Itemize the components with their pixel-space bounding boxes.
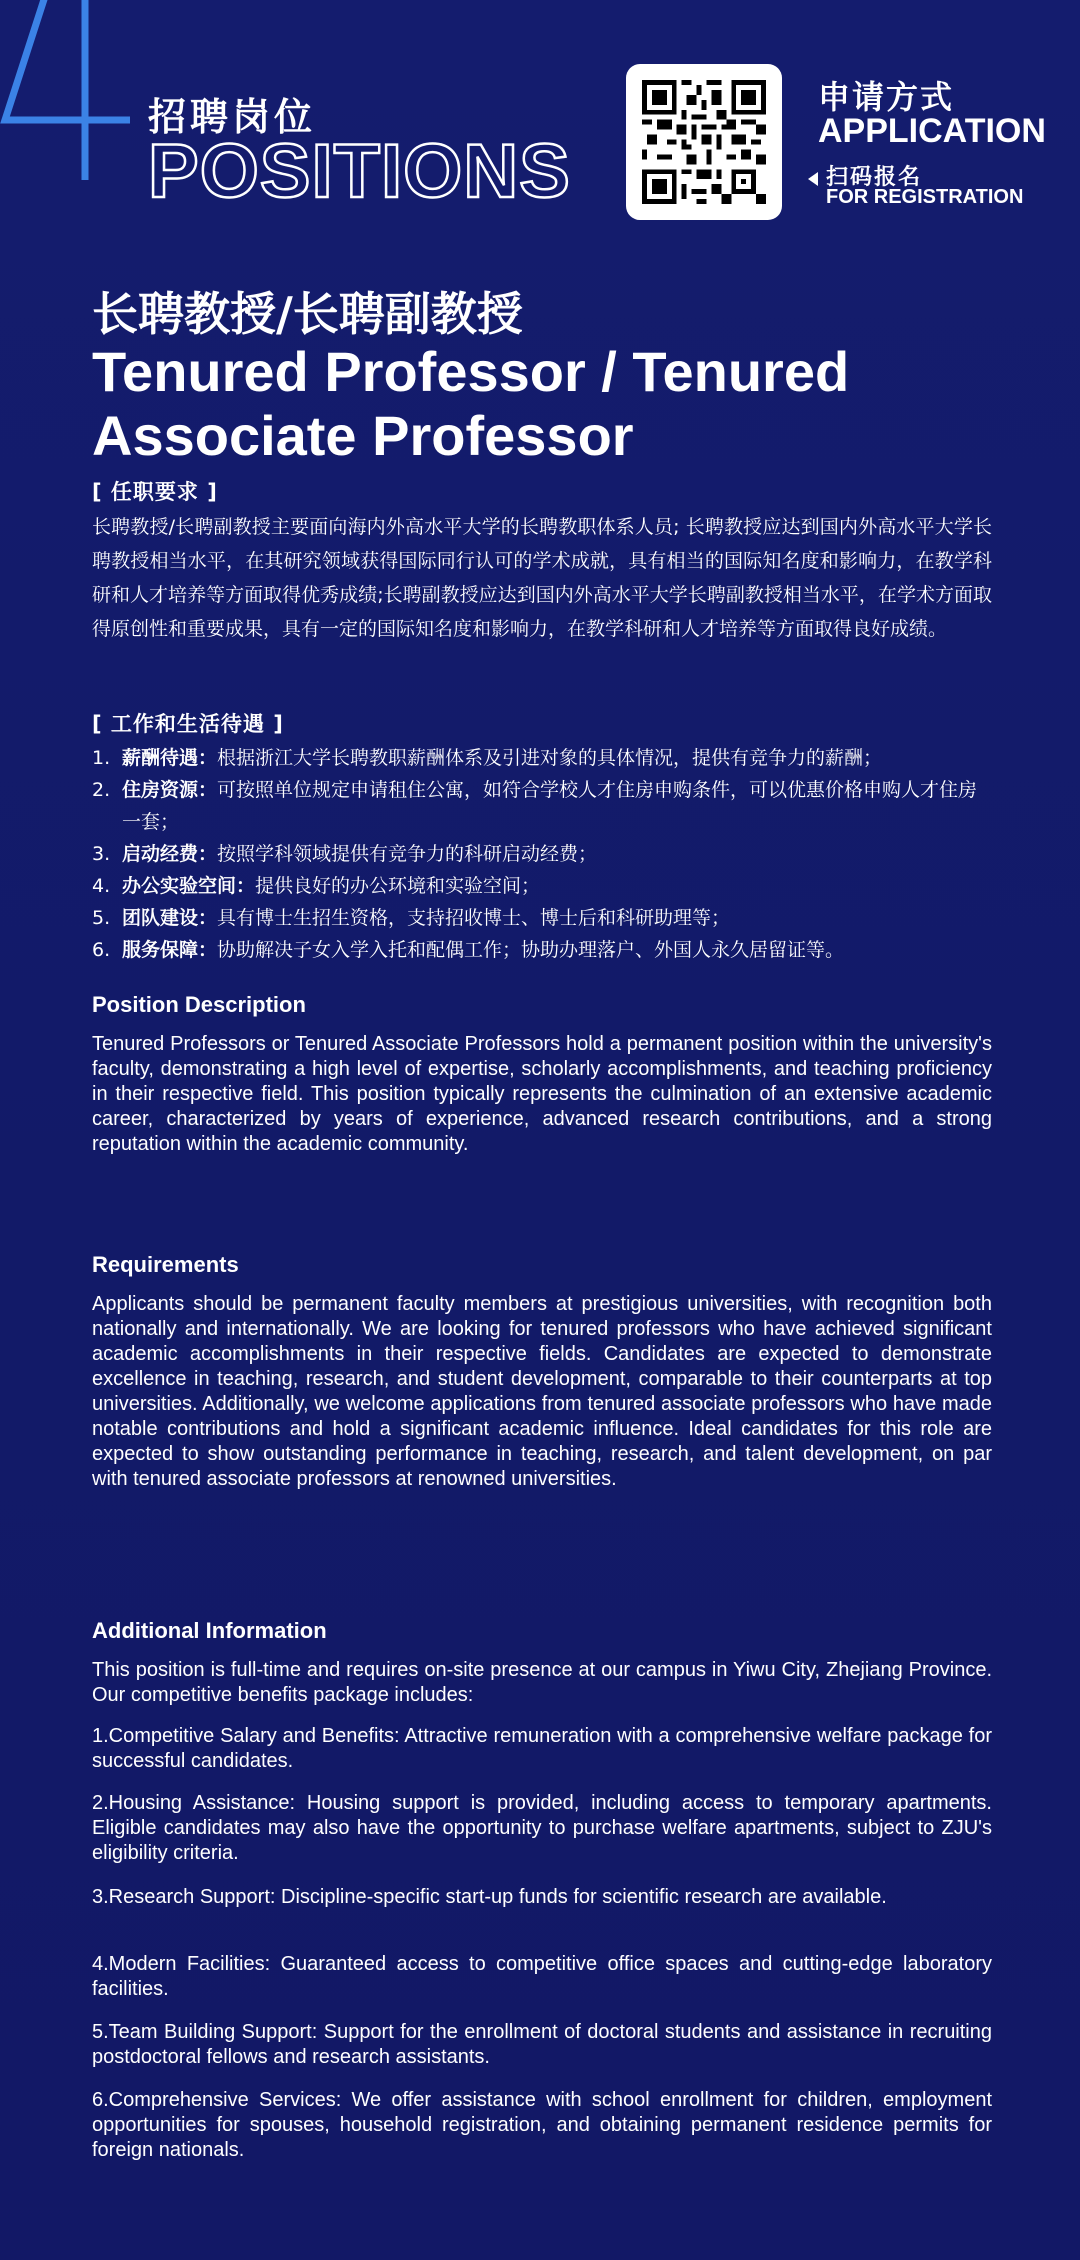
- additional-info-heading: Additional Information: [92, 1618, 327, 1643]
- requirements-text: Applicants should be permanent faculty members at prestigious universities, with recognition both nationally and internationally. We are looking for tenured professors who have achieved significant academic accomplishments in their respective fields. Candidates are expected to demonstrate excellence in teaching, research, and student development, comparable to their counterparts at top universities. Additionally, we welcome applications from tenured associate professors who have made notable contributions and hold a significant academic influence. Ideal candidates for this role are expected to show outstanding performance in teaching, research, and talent development, on par with tenured associate professors at renowned universities.: [92, 1293, 992, 1490]
- item-text: 根据浙江大学长聘教职薪酬体系及引进对象的具体情况，提供有竞争力的薪酬；: [217, 747, 883, 769]
- additional-info-item: 5.Team Building Support: Support for the enrollment of doctoral students and assistance in recruiting postdoctoral fellows and research assistants.: [92, 2021, 992, 2068]
- item-text: 具有博士生招生资格，支持招收博士、博士后和科研助理等；: [217, 907, 731, 929]
- item-label: 启动经费：: [122, 843, 218, 865]
- requirements-cn-heading: [ 任职要求 ]: [92, 480, 218, 504]
- item-label: 服务保障：: [122, 939, 218, 961]
- list-item: [92, 742, 992, 774]
- position-description-text: Tenured Professors or Tenured Associate Professors hold a permanent position within the university's faculty, demonstrating a high level of expertise, scholarly accomplishments, and teaching proficiency in their respective field. This position typically represents the culmination of an extensive academic career, characterized by years of experience, advanced research contributions, and a strong reputation within the academic community.: [92, 1033, 992, 1155]
- item-label: 住房资源：: [122, 779, 218, 801]
- header-en-title: POSITIONS: [148, 129, 571, 214]
- item-text: 按照学科领域提供有竞争力的科研启动经费；: [217, 843, 598, 865]
- item-label: 薪酬待遇：: [122, 747, 218, 769]
- benefits-cn-heading: [ 工作和生活待遇 ]: [92, 712, 284, 736]
- position-description-heading: Position Description: [92, 992, 306, 1017]
- requirements-heading: Requirements: [92, 1252, 239, 1277]
- list-item: [92, 838, 992, 870]
- item-number: 6.: [92, 939, 111, 961]
- additional-info-intro: This position is full-time and requires on-site presence at our campus in Yiwu City, Zhejiang Province. Our competitive benefits package includes:: [92, 1659, 992, 1706]
- application-en-label: APPLICATION: [818, 112, 1046, 150]
- additional-info-item: 2.Housing Assistance: Housing support is provided, including access to temporary apartments. Eligible candidates may also have the opportunity to purchase welfare apartments, subject to ZJU's eligibility criteria.: [92, 1792, 992, 1864]
- arrow-left-icon: [808, 172, 818, 186]
- list-item: [92, 902, 992, 934]
- application-cn-label: 申请方式: [818, 78, 955, 116]
- item-number: 4.: [92, 875, 111, 897]
- position-title-cn: 长聘教授/长聘副教授: [92, 287, 523, 341]
- item-label: 办公实验空间：: [122, 875, 256, 897]
- additional-info-item: 4.Modern Facilities: Guaranteed access to competitive office spaces and cutting-edge laboratory facilities.: [92, 1953, 992, 2000]
- item-text: 协助解决子女入学入托和配偶工作；协助办理落户、外国人永久居留证等。: [217, 939, 845, 961]
- list-item: [92, 774, 992, 838]
- item-label: 团队建设：: [122, 907, 218, 929]
- position-title-en: Tenured Professor / Tenured Associate Professor: [92, 340, 850, 467]
- list-item: [92, 934, 992, 966]
- scan-en-label: FOR REGISTRATION: [826, 186, 1024, 208]
- requirements-cn-text: 长聘教授/长聘副教授主要面向海内外高水平大学的长聘教职体系人员; 长聘教授应达到国内外高水平大学长聘教授相当水平，在其研究领域获得国际同行认可的学术成就，具有相当的国际知名度和影响力，在教学科研和人才培养等方面取得优秀成绩;长聘副教授应达到国内外高水平大学长聘副教授相当水平，在学术方面取得原创性和重要成果，具有一定的国际知名度和影响力，在教学科研和人才培养等方面取得良好成绩。: [92, 516, 992, 640]
- benefits-cn-list: [92, 742, 992, 966]
- list-item: [92, 870, 992, 902]
- qr-code-icon: [642, 80, 766, 204]
- qr-code[interactable]: [626, 64, 782, 220]
- additional-info-item: 6.Comprehensive Services: We offer assistance with school enrollment for children, employment opportunities for spouses, household registration, and obtaining permanent residence permits for foreign nationals.: [92, 2089, 992, 2161]
- item-number: 2.: [92, 779, 111, 801]
- item-number: 1.: [92, 747, 111, 769]
- additional-info-item: 1.Competitive Salary and Benefits: Attractive remuneration with a comprehensive welfare package for successful candidates.: [92, 1725, 992, 1772]
- item-text: 提供良好的办公环境和实验空间；: [255, 875, 541, 897]
- item-number: 5.: [92, 907, 111, 929]
- header-cn-title: 招聘岗位: [148, 95, 317, 139]
- item-text: 可按照单位规定申请租住公寓，如符合学校人才住房申购条件，可以优惠价格申购人才住房一套；: [122, 779, 978, 833]
- section-number-graphic: [0, 0, 140, 190]
- item-number: 3.: [92, 843, 111, 865]
- additional-info-item: 3.Research Support: Discipline-specific start-up funds for scientific research are available.: [92, 1886, 887, 1908]
- scan-cn-label: 扫码报名: [826, 165, 923, 190]
